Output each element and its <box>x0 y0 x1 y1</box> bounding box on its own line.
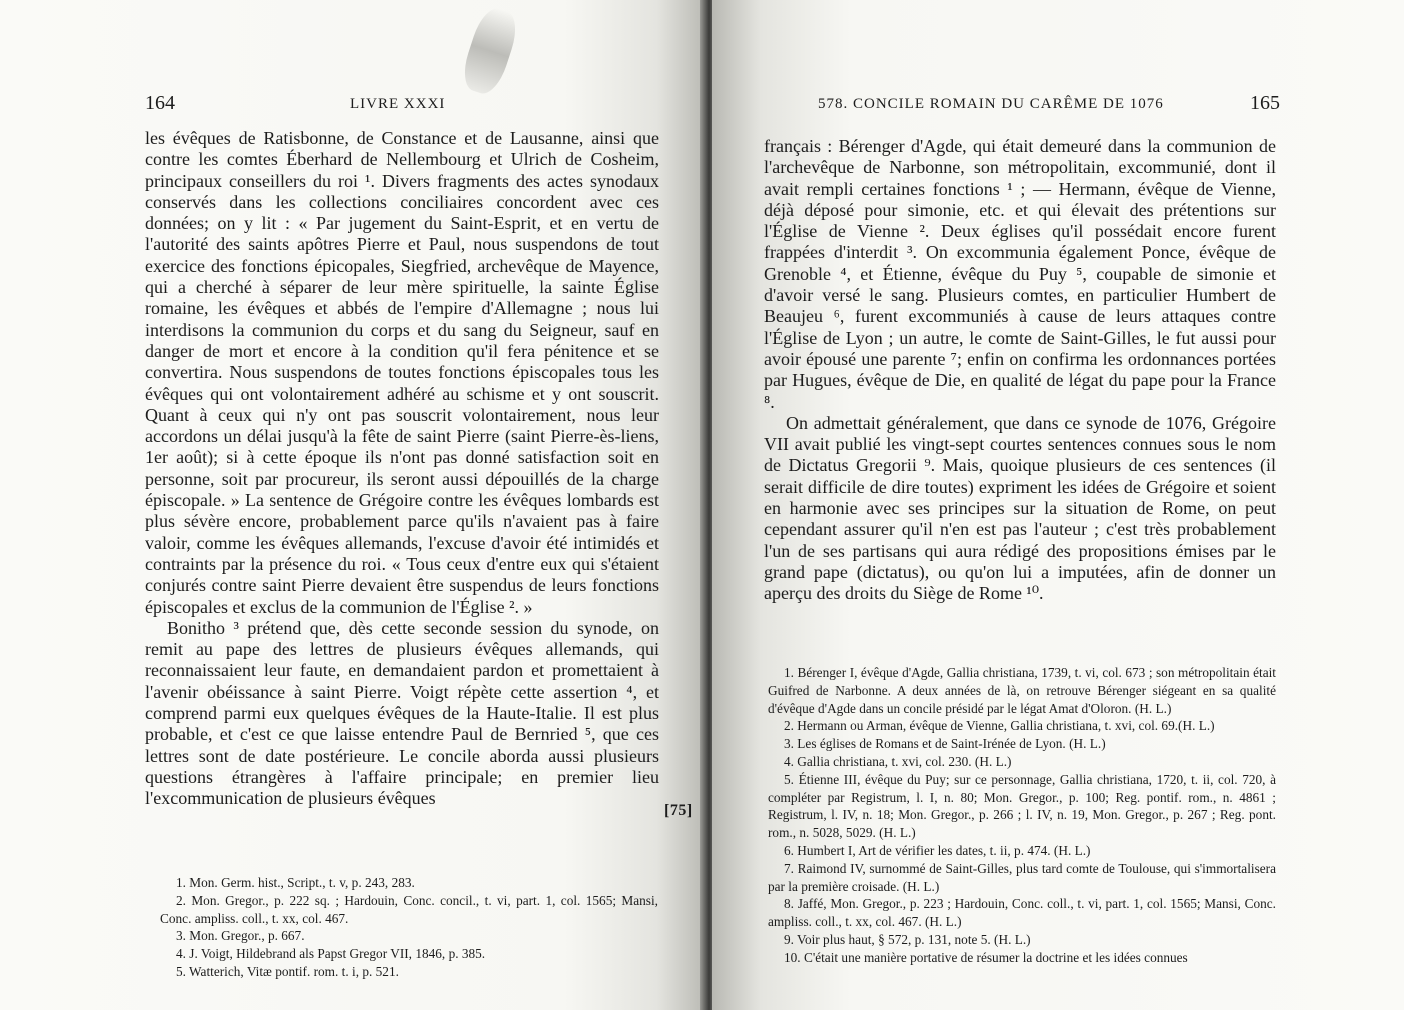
footnote: 5. Watterich, Vitæ pontif. rom. t. i, p. 521. <box>176 963 399 979</box>
footnote: 5. Étienne III, évêque du Puy; sur ce personnage, Gallia christiana, 1720, t. ii, col. 720, à compléter par Registrum, l. I, n. 80; Mon. Gregor., p. 100; Reg. pontif. rom., n. 4861 ; Registrum, l. IV, n. 18; Mon. Gregor., p. 266 ; l. IV, n. 19, Mon. Gregor., p. 267 ; Reg. pont. rom., n. 5028, 5029. (H. L.) <box>768 771 1276 841</box>
paragraph: On admettait généralement, que dans ce synode de 1076, Grégoire VII avait publié les vingt-sept courtes sentences connues sous le nom de Dictatus Gregorii ⁹. Mais, quoique plusieurs de ces sentences (il serait difficile de dire toutes) expriment les idées de Grégoire et soient en harmonie avec ses principes sur la situation de Rome, on peut cependant assurer qu'il n'en est pas l'auteur ; c'est très probablement l'un de ses partisans qui aura rédigé des propositions émises par le grand pape (dictatus), ou qu'on lui a imputées, afin de donner un aperçu des droits du Siège de Rome ¹⁰. <box>764 412 1276 604</box>
margin-marker: [75] <box>664 802 693 819</box>
footnote: 1. Mon. Germ. hist., Script., t. v, p. 243, 283. <box>176 875 415 890</box>
body-text <box>145 128 659 810</box>
footnote: 9. Voir plus haut, § 572, p. 131, note 5. (H. L.) <box>784 931 1031 947</box>
footnote: 4. J. Voigt, Hildebrand als Papst Gregor VII, 1846, p. 385. <box>176 946 486 962</box>
footnote: 8. Jaffé, Mon. Gregor., p. 223 ; Hardouin, Conc. coll., t. vi, part. 1, col. 1565; Mansi, Conc. ampliss. coll., t. xx, col. 467. (H. L.) <box>768 896 1276 930</box>
right-page <box>712 0 1404 1010</box>
paragraph: les évêques de Ratisbonne, de Constance et de Lausanne, ainsi que contre les comtes Éberhard de Nellembourg et Ulrich de Cosheim, principaux conseillers du roi ¹. Divers fragments des actes synodaux conservés dans les collections conciliaires concordent avec ces données; on y lit : « Par jugement du Saint-Esprit, et en vertu de l'autorité des saints apôtres Pierre et Paul, nous suspendons de tout exercice des fonctions épicopales, Siegfried, archevêque de Mayence, qui a cherché à séparer de leur mère spirituelle, la sainte Église romaine, les évêques et abbés de l'empire d'Allemagne ; nous lui interdisons la communion du corps et du sang du Seigneur, sauf en danger de mort et encore à la condition qu'il fera pénitence et se convertira. Nous suspendons de toutes fonctions épiscopales tous les évêques qui ont volontairement adhéré au schisme et y ont souscrit. Quant à ceux qui n'y ont pas souscrit volontairement, nous leur accordons un délai jusqu'à la fête de saint Pierre (saint Pierre-ès-liens, 1er août); si à cette époque ils n'ont pas donné satisfaction soit en personne, soit par procureur, ils seront aussi dépouillés de la charge épiscopale. » La sentence de Grégoire contre les évêques lombards est plus sévère encore, probablement parce qu'ils n'avaient pas à faire valoir, comme les évêques allemands, l'excuse d'avoir été intimidés et contraints par la présence du roi. « Tous ceux d'entre eux qui s'étaient conjurés contre saint Pierre devaient être suspendus de leurs fonctions épiscopales et exclus de la communion de l'Église ². » <box>145 128 659 617</box>
footnote: 2. Mon. Gregor., p. 222 sq. ; Hardouin, Conc. concil., t. vi, part. 1, col. 1565; Mansi, Conc. ampliss. coll., t. xx, col. 467. <box>160 892 658 926</box>
paragraph: Bonitho ³ prétend que, dès cette seconde session du synode, on remit au pape des lettres de plusieurs évêques allemands, qui reconnaissaient leur faute, en demandaient pardon et promettaient à l'avenir obéissance à saint Pierre. Voigt répète cette assertion ⁴, et comprend parmi eux quelques évêques de la Haute-Italie. Il est plus probable, et c'est ce que laisse entendre Paul de Bernried ⁵, que ces lettres sont de date postérieure. Le concile aborda aussi plusieurs questions étrangères à l'affaire principale; en premier lieu l'excommunication de plusieurs évêques <box>145 617 659 809</box>
page-stain <box>458 4 523 98</box>
footnote: 3. Les églises de Romans et de Saint-Irénée de Lyon. (H. L.) <box>784 736 1106 752</box>
footnote: 3. Mon. Gregor., p. 667. <box>176 928 305 944</box>
footnotes <box>160 874 658 981</box>
footnote: 6. Humbert I, Art de vérifier les dates, t. ii, p. 474. (H. L.) <box>784 842 1091 858</box>
running-head: 578. CONCILE ROMAIN DU CARÊME DE 1076 <box>818 96 1164 112</box>
body-text <box>764 136 1276 605</box>
running-head: LIVRE XXXI <box>350 96 446 112</box>
footnote: 1. Bérenger I, évêque d'Agde, Gallia christiana, 1739, t. vi, col. 673 ; son métropolitain était Guifred de Narbonne. A deux années de là, on retrouve Bérenger siégeant en sa qualité d'évêque d'Agde dans un concile présidé par le légat Amat d'Oloron. (H. L.) <box>768 665 1276 716</box>
page-number: 164 <box>145 92 175 114</box>
paragraph: français : Bérenger d'Agde, qui était demeuré dans la communion de l'archevêque de Narbonne, son métropolitain, excommunié, dont il avait rempli certaines fonctions ¹ ; — Hermann, évêque de Vienne, déjà déposé pour simonie, etc. et qui élevait des prétentions sur l'Église de Vienne ². Deux églises qu'il possédait encore furent frappées d'interdit ³. On excommunia également Ponce, évêque de Grenoble ⁴, et Étienne, évêque du Puy ⁵, coupable de simonie et d'avoir versé le sang. Plusieurs comtes, en particulier Humbert de Beaujeu ⁶, furent excommuniés à cause de leurs attaques contre l'Église de Lyon ; un autre, le comte de Saint-Gilles, le fut aussi pour avoir épousé une parente ⁷; enfin on confirma les ordonnances portées par Hugues, évêque de Die, en qualité de légat du pape pour la France ⁸. <box>764 136 1276 412</box>
footnote: 10. C'était une manière portative de résumer la doctrine et les idées connues <box>784 949 1188 965</box>
footnote: 4. Gallia christiana, t. xvi, col. 230. (H. L.) <box>784 753 1012 769</box>
footnote: 2. Hermann ou Arman, évêque de Vienne, Gallia christiana, t. xvi, col. 69.(H. L.) <box>784 718 1215 734</box>
page-number: 165 <box>1250 92 1280 114</box>
footnotes <box>768 664 1276 967</box>
footnote: 7. Raimond IV, surnommé de Saint-Gilles, plus tard comte de Toulouse, qui s'immortalisera par la première croisade. (H. L.) <box>768 860 1276 894</box>
